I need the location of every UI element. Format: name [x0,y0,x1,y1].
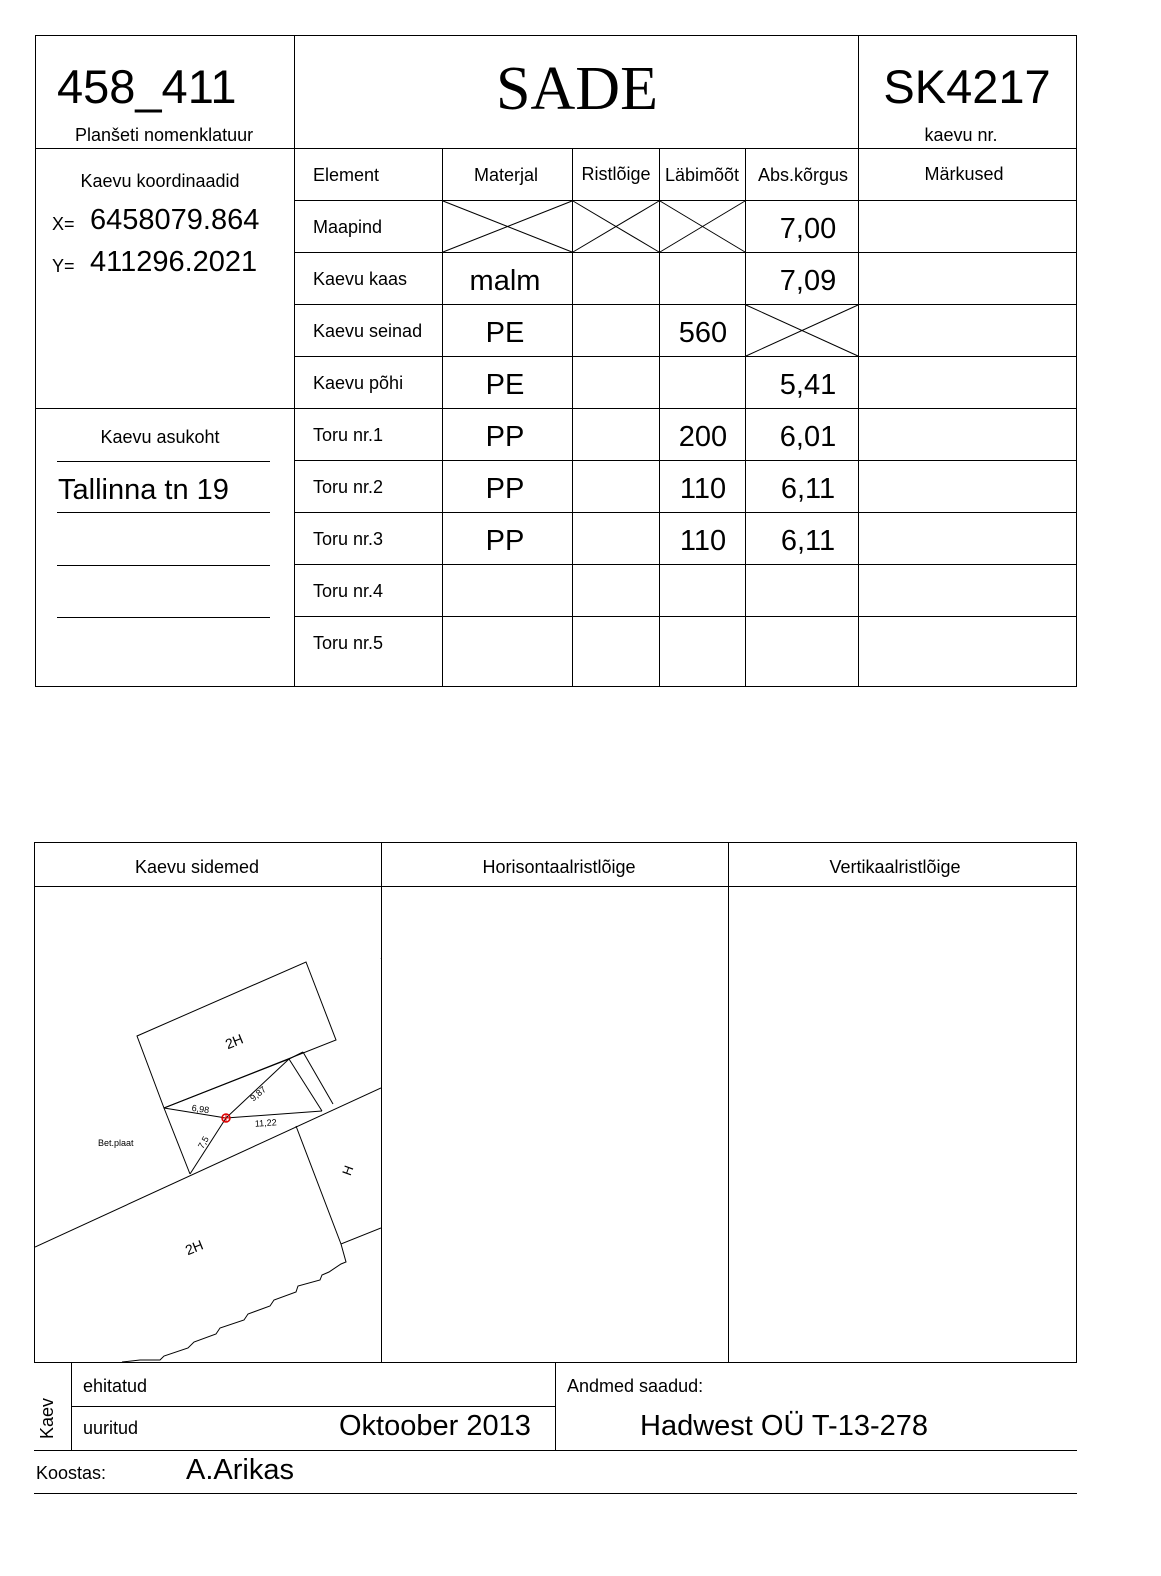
row-diameter: 560 [678,317,728,349]
row-height: 5,41 [779,369,837,401]
coordinates-label: Kaevu koordinaadid [80,171,240,191]
row-material: PE [485,317,525,349]
row-diameter: 200 [678,421,728,453]
row-element: Maapind [313,217,383,237]
vertical-section-heading: Vertikaalristlõige [829,857,961,877]
well-number: SK4217 [883,60,1051,113]
row-height: 6,01 [779,421,837,453]
ties-heading: Kaevu sidemed [134,857,260,877]
page-title: SADE [496,55,658,123]
col-header-notes: Märkused [924,164,1004,184]
row-height: 7,09 [779,265,837,297]
row-element: Toru nr.3 [313,529,384,549]
row-diameter: 110 [679,473,727,505]
x-prefix: X= [52,214,75,234]
row-element: Kaevu kaas [313,269,408,289]
horizontal-section-heading: Horisontaalristlõige [482,857,636,877]
compiled-by: A.Arikas [186,1454,294,1486]
row-element: Toru nr.1 [313,425,384,445]
row-element: Toru nr.5 [313,633,384,653]
x-coordinate: 6458079.864 [90,204,260,236]
row-element: Toru nr.2 [313,477,384,497]
row-height: 6,11 [780,525,836,557]
tie-dimension: 11,22 [254,1117,278,1129]
building-label-bottom: 2H [182,1236,206,1259]
kaev-label: Kaev [37,1397,57,1439]
y-prefix: Y= [52,256,75,276]
building-label-top: 2H [222,1030,246,1053]
row-height: 7,00 [779,213,837,245]
col-header-material: Materjal [473,165,539,185]
row-material: PP [485,421,525,453]
built-label: ehitatud [83,1376,148,1396]
location-value: Tallinna tn 19 [58,474,229,506]
slab-label: Bet.plaat [98,1138,134,1148]
col-header-height: Abs.kõrgus [757,165,849,185]
row-diameter: 110 [679,525,727,557]
row-material: PP [485,473,525,505]
sheet-label: Planšeti nomenklatuur [75,125,254,145]
row-material: PE [485,369,525,401]
col-header-element: Element [313,165,380,185]
y-coordinate: 411296.2021 [90,246,258,278]
well-label: kaevu nr. [924,125,998,145]
row-element: Kaevu seinad [313,321,423,341]
surveyed-date: Oktoober 2013 [339,1410,531,1442]
data-source: Hadwest OÜ T-13-278 [640,1410,928,1442]
building-label-right: H [339,1163,357,1178]
row-element: Toru nr.4 [313,581,384,601]
row-material: malm [469,265,541,297]
surveyed-label: uuritud [83,1418,139,1438]
sheet-number: 458_411 [57,60,237,113]
col-header-section: Ristlõige [581,164,651,184]
location-label: Kaevu asukoht [100,427,220,447]
tie-dimension: 9,87 [248,1084,269,1104]
data-source-label: Andmed saadud: [567,1376,704,1396]
row-element: Kaevu põhi [313,373,404,393]
row-material: PP [485,525,525,557]
col-header-diameter: Läbimõõt [664,165,740,185]
compiled-label: Koostas: [36,1463,107,1483]
tie-dimension: 7,5 [195,1134,211,1151]
row-height: 6,11 [780,473,836,505]
tie-dimension: 6,98 [191,1102,210,1116]
